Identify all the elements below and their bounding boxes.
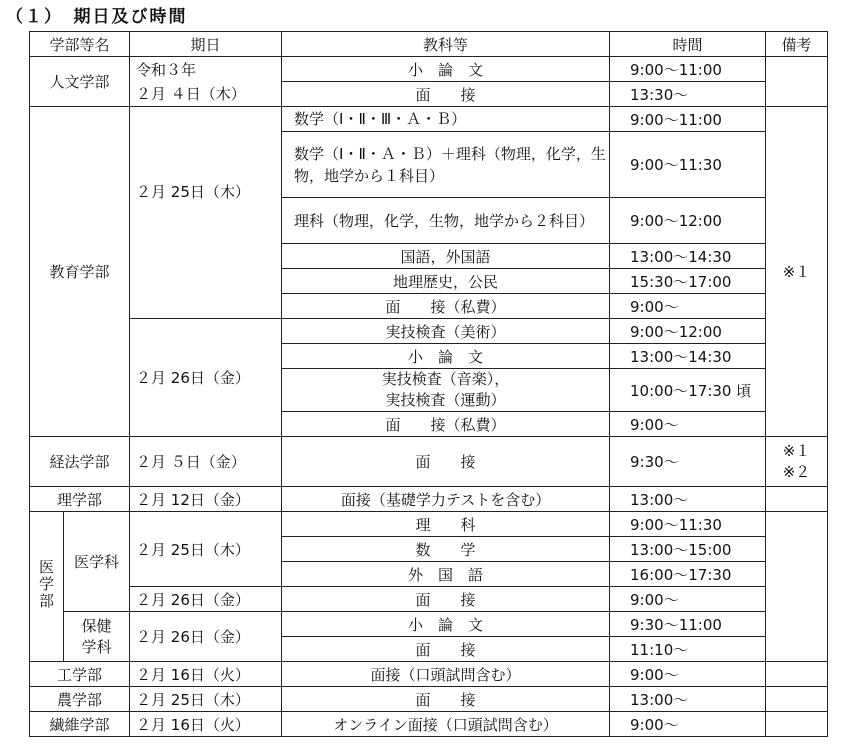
time-cell: 11:10〜	[610, 637, 766, 662]
time-cell: 9:00〜	[610, 294, 766, 319]
date-cell: 令和３年	[130, 57, 282, 82]
header-time: 時間	[610, 32, 766, 57]
note-cell: ※１ ※２	[766, 437, 828, 487]
table-row	[30, 437, 828, 487]
date-cell: ２月 16日（火）	[130, 712, 282, 737]
time-cell: 13:30〜	[610, 82, 766, 107]
date-cell: ２月 26日（金）	[130, 612, 282, 662]
subject-cell: 小 論 文	[282, 344, 610, 369]
note-cell: ※１	[766, 107, 828, 437]
faculty-medicine	[30, 512, 64, 662]
subject-cell: 面 接	[282, 637, 610, 662]
page-title: （１） 期日及び時間	[6, 7, 188, 27]
note-cell	[766, 687, 828, 712]
subject-cell: 面 接	[282, 587, 610, 612]
subject-cell: 面 接（私費）	[282, 412, 610, 437]
faculty-education: 教育学部	[30, 107, 130, 437]
time-cell: 9:00〜12:00	[610, 319, 766, 344]
time-cell: 9:00〜12:00	[610, 198, 766, 244]
table-row	[30, 712, 828, 737]
subject-cell: 理 科	[282, 512, 610, 537]
time-cell: 9:30〜11:00	[610, 612, 766, 637]
date-cell: ２月 25日（木）	[130, 687, 282, 712]
faculty-engineering: 工学部	[30, 662, 130, 687]
faculty-agriculture: 農学部	[30, 687, 130, 712]
date-cell: ２月 26日（金）	[130, 319, 282, 437]
note-cell	[766, 512, 828, 662]
time-cell: 9:00〜11:30	[610, 512, 766, 537]
subject-cell: 面 接	[282, 437, 610, 487]
time-cell: 13:00〜14:30	[610, 344, 766, 369]
date-cell: ２月 25日（木）	[130, 512, 282, 587]
time-cell: 9:00〜	[610, 712, 766, 737]
time-cell: 13:00〜	[610, 487, 766, 512]
table-row	[30, 587, 828, 612]
header-subject: 教科等	[282, 32, 610, 57]
faculty-science: 理学部	[30, 487, 130, 512]
date-cell: ２月 ４日（木）	[130, 82, 282, 107]
table-row	[30, 687, 828, 712]
subject-cell: 小 論 文	[282, 57, 610, 82]
subject-cell: 理科（物理，化学，生物，地学から２科目）	[282, 198, 610, 244]
faculty-medicine-label: 医学部	[37, 559, 55, 610]
subject-cell: 面接（基礎学力テストを含む）	[282, 487, 610, 512]
faculty-humanities: 人文学部	[30, 57, 130, 107]
table-row	[30, 612, 828, 637]
date-cell: ２月 26日（金）	[130, 587, 282, 612]
table-row	[30, 662, 828, 687]
dept-health: 保健 学科	[64, 612, 130, 662]
time-cell: 16:00〜17:30	[610, 562, 766, 587]
time-cell: 9:00〜11:00	[610, 107, 766, 132]
subject-cell: 国語，外国語	[282, 244, 610, 269]
subject-cell: 外 国 語	[282, 562, 610, 587]
time-cell: 13:00〜	[610, 687, 766, 712]
table-row	[30, 319, 828, 344]
header-date: 期日	[130, 32, 282, 57]
note-cell	[766, 662, 828, 687]
time-cell: 13:00〜15:00	[610, 537, 766, 562]
time-cell: 9:00〜11:30	[610, 132, 766, 198]
note-cell	[766, 487, 828, 512]
date-cell: ２月 25日（木）	[130, 107, 282, 319]
subject-cell: オンライン面接（口頭試問含む）	[282, 712, 610, 737]
header-note: 備考	[766, 32, 828, 57]
table-row	[30, 512, 828, 537]
faculty-economics: 経法学部	[30, 437, 130, 487]
date-cell: ２月 12日（金）	[130, 487, 282, 512]
schedule-table	[29, 31, 828, 737]
date-cell: ２月 16日（火）	[130, 662, 282, 687]
subject-cell: 数学（Ⅰ・Ⅱ・Ａ・Ｂ）＋理科（物理，化学，生物，地学から１科目）	[282, 132, 610, 198]
table-row	[30, 57, 828, 82]
subject-cell: 面 接	[282, 82, 610, 107]
time-cell: 15:30〜17:00	[610, 269, 766, 294]
time-cell: 13:00〜14:30	[610, 244, 766, 269]
time-cell: 9:00〜	[610, 662, 766, 687]
table-row	[30, 82, 828, 107]
table-row	[30, 107, 828, 132]
table-row	[30, 487, 828, 512]
subject-cell: 実技検査（音楽）， 実技検査（運動）	[282, 369, 610, 412]
note-cell	[766, 57, 828, 107]
time-cell: 9:30〜	[610, 437, 766, 487]
subject-cell: 面接（口頭試問含む）	[282, 662, 610, 687]
subject-cell: 数学（Ⅰ・Ⅱ・Ⅲ・Ａ・Ｂ）	[282, 107, 610, 132]
date-cell: ２月 ５日（金）	[130, 437, 282, 487]
note-cell	[766, 712, 828, 737]
subject-cell: 地理歴史，公民	[282, 269, 610, 294]
time-cell: 9:00〜	[610, 412, 766, 437]
time-cell: 10:00〜17:30 頃	[610, 369, 766, 412]
header-row	[30, 32, 828, 57]
subject-cell: 面 接（私費）	[282, 294, 610, 319]
subject-cell: 実技検査（美術）	[282, 319, 610, 344]
time-cell: 9:00〜	[610, 587, 766, 612]
subject-cell: 小 論 文	[282, 612, 610, 637]
subject-cell: 数 学	[282, 537, 610, 562]
header-faculty: 学部等名	[30, 32, 130, 57]
dept-medical: 医学科	[64, 512, 130, 612]
time-cell: 9:00〜11:00	[610, 57, 766, 82]
faculty-textile: 繊維学部	[30, 712, 130, 737]
subject-cell: 面 接	[282, 687, 610, 712]
